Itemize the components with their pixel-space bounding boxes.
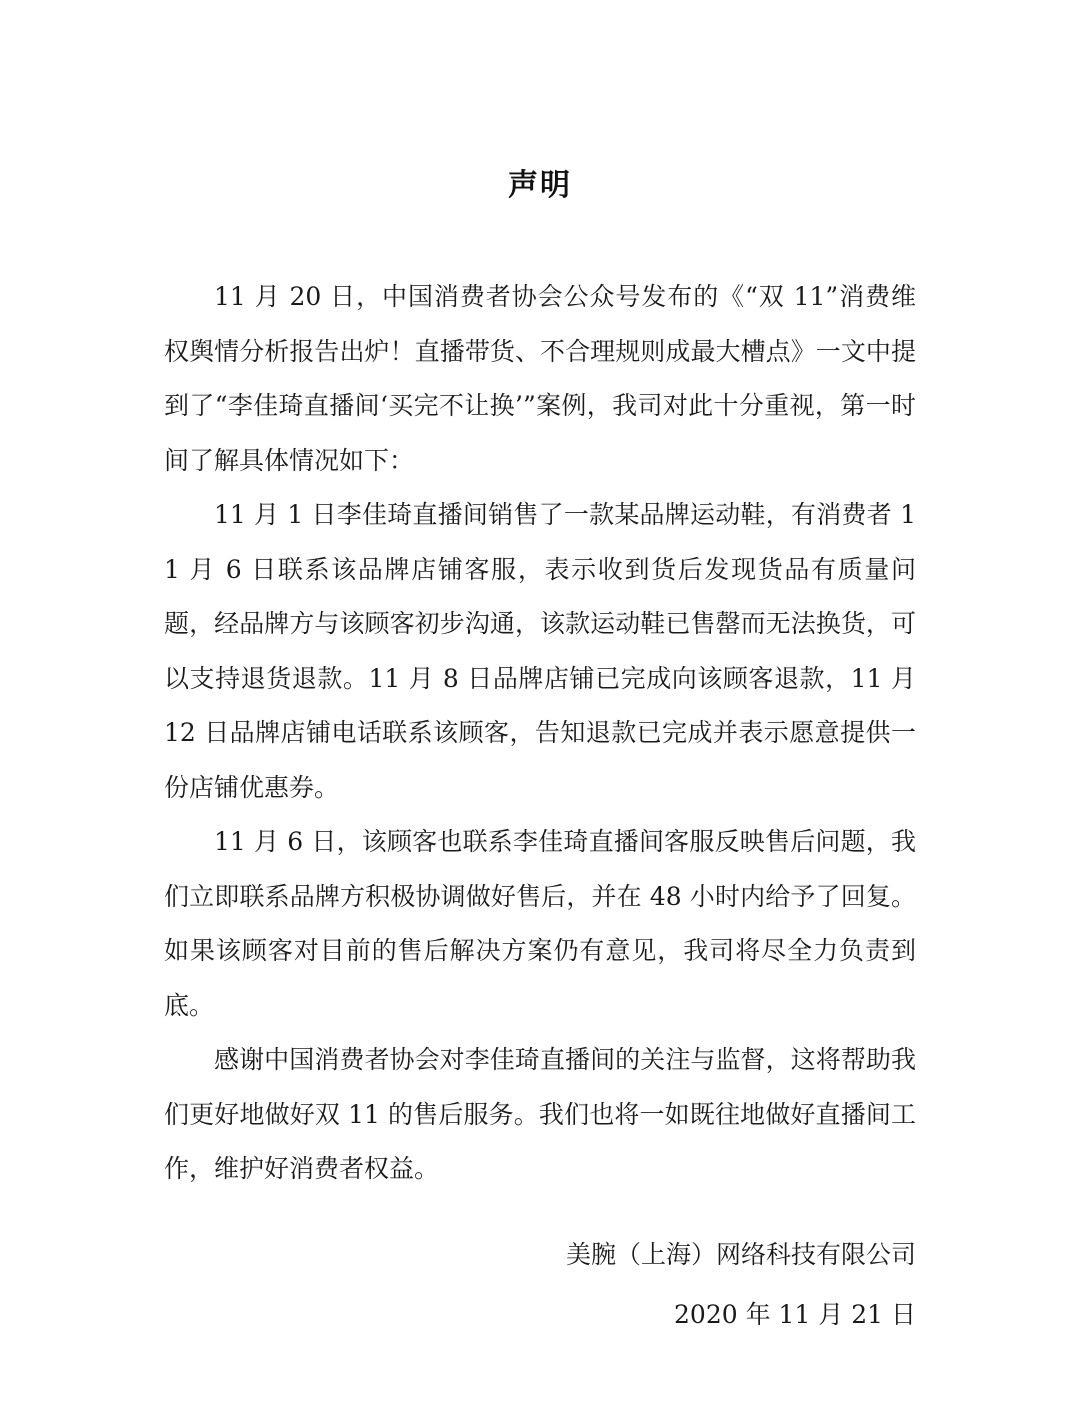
signature-company: 美腕（上海）网络科技有限公司 (565, 1240, 916, 1269)
paragraph-thanks: 感谢中国消费者协会对李佳琦直播间的关注与监督，这将帮助我们更好地做好双 11 的售后服务。我们也将一如既往地做好直播间工作，维护好消费者权益。 (164, 1045, 916, 1183)
document-title: 声明 (508, 168, 572, 203)
paragraph-live-room-response: 11 月 6 日，该顾客也联系李佳琦直播间客服反映售后问题，我们立即联系品牌方积极协调做好售后，并在 48 小时内给予了回复。如果该顾客对目前的售后解决方案仍有意见，我司将尽全力负责到底。 (164, 827, 916, 1020)
paragraph-intro: 11 月 20 日，中国消费者协会公众号发布的《“双 11”消费维权舆情分析报告出炉！直播带货、不合理规则成最大槽点》一文中提到了“李佳琦直播间‘买完不让换’”案例，我司对此十分重视，第一时间了解具体情况如下： (164, 282, 916, 475)
document-body (164, 270, 916, 1197)
signature-date: 2020 年 11 月 21 日 (674, 1300, 916, 1329)
paragraph-brand-store-details: 11 月 1 日李佳琦直播间销售了一款某品牌运动鞋，有消费者 11 月 6 日联系该品牌店铺客服，表示收到货后发现货品有质量问题，经品牌方与该顾客初步沟通，该款运动鞋已售罄而无法换货，可以支持退货退款。11 月 8 日品牌店铺已完成向该顾客退款，11 月 12 日品牌店铺电话联系该顾客，告知退款已完成并表示愿意提供一份店铺优惠券。 (164, 500, 916, 802)
